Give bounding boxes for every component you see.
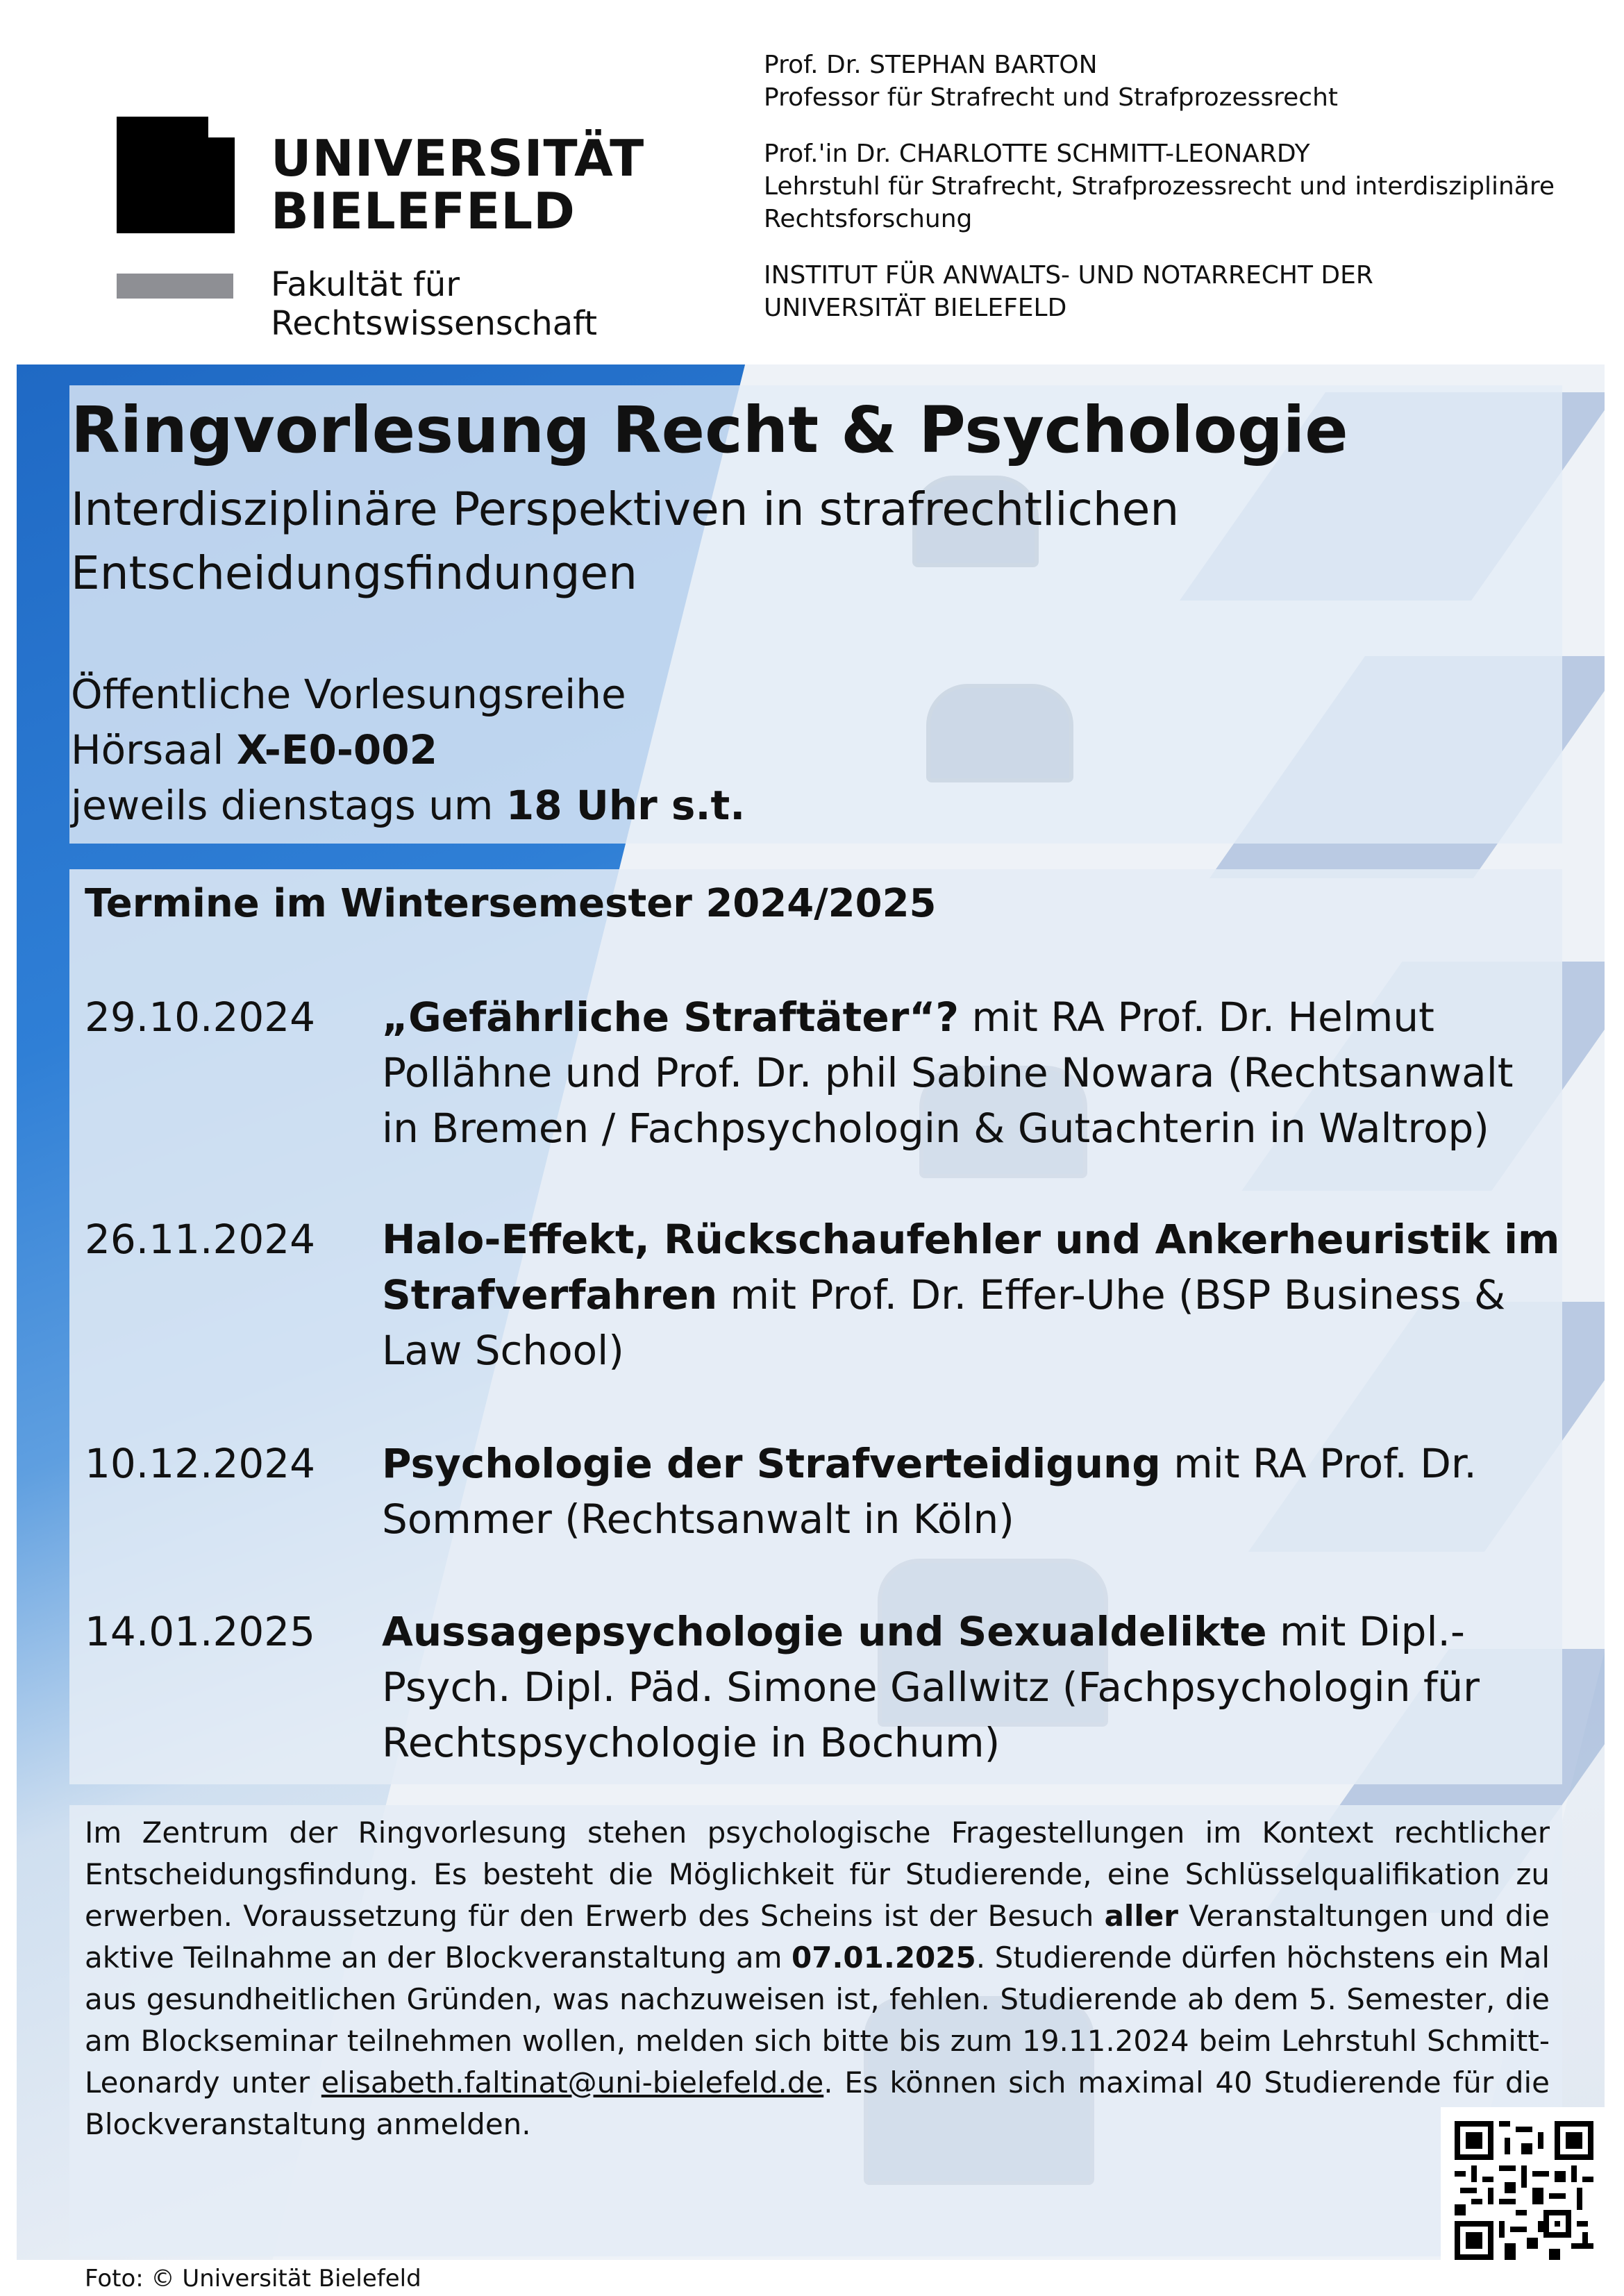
event-description: „Gefährliche Straftäter“? mit RA Prof. Dr. Helmut Pollähne und Prof. Dr. phil Sabine Nowara (Rechtsanwalt in Bremen / Fachpsychologin & Gutachterin in Waltrop)	[382, 994, 1514, 1152]
organizer: INSTITUT FÜR ANWALTS- UND NOTARRECHT DER UNIVERSITÄT BIELEFELD	[764, 261, 1373, 322]
schedule-heading: Termine im Wintersemester 2024/2025	[85, 881, 937, 926]
time-line: jeweils dienstags um 18 Uhr s.t.	[71, 782, 746, 829]
qr-code-icon	[1455, 2121, 1593, 2260]
series-info: Öffentliche Vorlesungsreihe Hörsaal X-E0-002 jeweils dienstags um 18 Uhr s.t.	[71, 667, 745, 833]
university-name: UNIVERSITÄT BIELEFELD	[271, 129, 645, 240]
event-date: 14.01.2025	[85, 1608, 316, 1655]
event-date: 10.12.2024	[85, 1440, 316, 1487]
event-date: 26.11.2024	[85, 1216, 316, 1263]
room-line: Hörsaal X-E0-002	[71, 726, 437, 773]
faculty-name: Fakultät für Rechtswissenschaft	[271, 265, 598, 343]
page-subtitle: Interdisziplinäre Perspektiven in strafrechtlichen Entscheidungsfindungen	[71, 483, 1180, 600]
page-title: Ringvorlesung Recht & Psychologie	[71, 393, 1348, 467]
organizers	[764, 49, 1597, 348]
organizer: Prof.'in Dr. CHARLOTTE SCHMITT-LEONARDY Lehrstuhl für Strafrecht, Strafprozessrecht und interdisziplinäre Rechtsforschung	[764, 140, 1555, 233]
event-description: Psychologie der Strafverteidigung mit RA Prof. Dr. Sommer (Rechtsanwalt in Köln)	[382, 1440, 1477, 1543]
qr-code[interactable]	[1441, 2107, 1607, 2274]
email-link[interactable]: elisabeth.faltinat@uni-bielefeld.de	[321, 2065, 824, 2100]
logo-bar	[117, 274, 233, 299]
event-description: Aussagepsychologie und Sexualdelikte mit Dipl.-Psych. Dipl. Päd. Simone Gallwitz (Fachpsychologin für Rechtspsychologie in Bochum)	[382, 1608, 1480, 1766]
organizer: Prof. Dr. STEPHAN BARTON Professor für Strafrecht und Strafprozessrecht	[764, 51, 1339, 112]
info-paragraph: Im Zentrum der Ringvorlesung stehen psychologische Fragestellungen im Kontext rechtlicher Entscheidungsfindung. Es besteht die Möglichkeit für Studierende, eine Schlüsselqualifikation zu erwerben. Voraussetzung für den Erwerb des Scheins ist der Besuch aller Veranstaltungen und die aktive Teilnahme an der Blockveranstaltung am 07.01.2025. Studierende dürfen höchstens ein Mal aus gesundheitlichen Gründen, was nachzuweisen ist, fehlen. Studierende ab dem 5. Semester, die am Blockseminar teilnehmen wollen, melden sich bitte bis zum 19.11.2024 beim Lehrstuhl Schmitt-Leonardy unter elisabeth.faltinat@uni-bielefeld.de. Es können sich maximal 40 Studierende für die Blockveranstaltung anmelden.	[85, 1816, 1550, 2141]
event-date: 29.10.2024	[85, 994, 316, 1041]
event-description: Halo-Effekt, Rückschaufehler und Ankerheuristik im Strafverfahren mit Prof. Dr. Effer-Uhe (BSP Business & Law School)	[382, 1216, 1560, 1374]
photo-credit: Foto: © Universität Bielefeld	[85, 2265, 421, 2293]
